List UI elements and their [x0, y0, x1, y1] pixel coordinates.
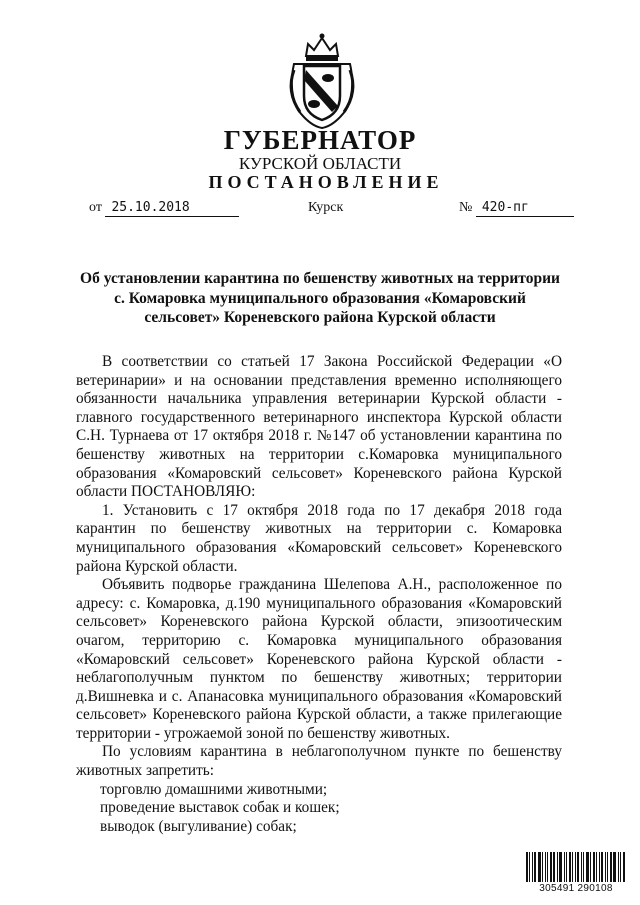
barcode-number: 305491 290108: [539, 883, 613, 894]
barcode-bar: [581, 852, 582, 882]
barcode-bars: [526, 852, 626, 882]
barcode-bar: [620, 852, 621, 882]
barcode-bar: [566, 852, 567, 882]
barcode-bar: [557, 852, 558, 882]
authority-heading: ГУБЕРНАТОР: [223, 125, 417, 155]
date-prefix: от: [89, 200, 102, 215]
decree-title: [70, 269, 570, 328]
document-type-heading: ПОСТАНОВЛЕНИЕ: [208, 172, 444, 192]
title-line: с. Комаровка муниципального образования «Комаровский: [114, 289, 526, 307]
barcode-bar: [596, 852, 597, 882]
barcode-bar: [601, 852, 603, 882]
barcode-bar: [526, 852, 528, 882]
barcode-bar: [545, 852, 546, 882]
barcode-bar: [583, 852, 584, 882]
region-heading: КУРСКОЙ ОБЛАСТИ: [238, 154, 402, 173]
number-prefix: №: [459, 200, 473, 215]
barcode-bar: [590, 852, 591, 882]
barcode-bar: [532, 852, 533, 882]
title-line: Об установлении карантина по бешенству животных на территории: [80, 270, 560, 287]
barcode-bar: [553, 852, 555, 882]
barcode-bar: [569, 852, 571, 882]
intro-paragraph: В соответствии со статьей 17 Закона Российской Федерации «О ветеринарии» и на основании представления временно исполняющего обязанности начальника управления ветеринарии Курской области - главного государственного ветеринарного инспектора Курской области С.Н. Турнаева от 17 октября 2018 г. №147 об установлении карантина по бешенству животных на территории с.Комаровка муниципального образования «Комаровский сельсовет» Кореневского района Курской области ПОСТАНОВЛЯЮ:: [76, 353, 562, 501]
barcode-bar: [575, 852, 576, 882]
barcode-bar: [572, 852, 573, 882]
conditions-paragraph: По условиям карантина в неблагополучном пункте по бешенству животных запретить:: [76, 743, 562, 780]
title-line: сельсовет» Кореневского района Курской области: [144, 309, 496, 326]
item-1-paragraph: 1. Установить с 17 октября 2018 года по 17 декабря 2018 года карантин по бешенству животных на территории с. Комаровка муниципального образования «Комаровский сельсовет» Кореневского района Курской области.: [76, 501, 562, 575]
decree-city: Курск: [308, 200, 344, 215]
number-value: 420-пг: [476, 200, 574, 217]
document-barcode: [526, 852, 626, 896]
date-value: 25.10.2018: [105, 200, 239, 217]
declaration-paragraph: Объявить подворье гражданина Шелепова А.Н., расположенное по адресу: с. Комаровка, д.190 муниципального образования «Комаровский сельсовет» Кореневского района Курской области, эпизоотическим очагом, территорию с. Комаровка муниципального образования «Комаровский сельсовет» Кореневского района Курской области - неблагополучным пунктом по бешенству животных; территории д.Вишневка и с. Апанасовка муниципального образования «Комаровский сельсовет» Кореневского района Курской области, а также прилегающие территории - угрожаемой зоной по бешенству животных.: [76, 576, 562, 742]
decree-date: [89, 200, 239, 217]
ban-item: проведение выставок собак и кошек;: [100, 799, 340, 817]
decree-body: [76, 353, 562, 836]
barcode-bar: [550, 852, 552, 882]
coat-of-arms-emblem: [284, 30, 360, 130]
barcode-bar: [593, 852, 595, 882]
barcode-bar: [534, 852, 536, 882]
barcode-bar: [529, 852, 530, 882]
barcode-bar: [607, 852, 608, 882]
barcode-bar: [613, 852, 616, 882]
ban-item: торговлю домашними животными;: [100, 780, 328, 798]
barcode-bar: [623, 852, 625, 882]
barcode-bar: [577, 852, 579, 882]
decree-number: [459, 200, 574, 217]
barcode-bar: [618, 852, 619, 882]
ban-item: выводок (выгуливание) собак;: [100, 817, 297, 835]
barcode-bar: [605, 852, 606, 882]
barcode-bar: [538, 852, 541, 882]
barcode-bar: [547, 852, 548, 882]
barcode-bar: [542, 852, 543, 882]
barcode-bar: [599, 852, 600, 882]
barcode-bar: [559, 852, 562, 882]
barcode-bar: [610, 852, 612, 882]
barcode-bar: [564, 852, 565, 882]
barcode-bar: [586, 852, 589, 882]
